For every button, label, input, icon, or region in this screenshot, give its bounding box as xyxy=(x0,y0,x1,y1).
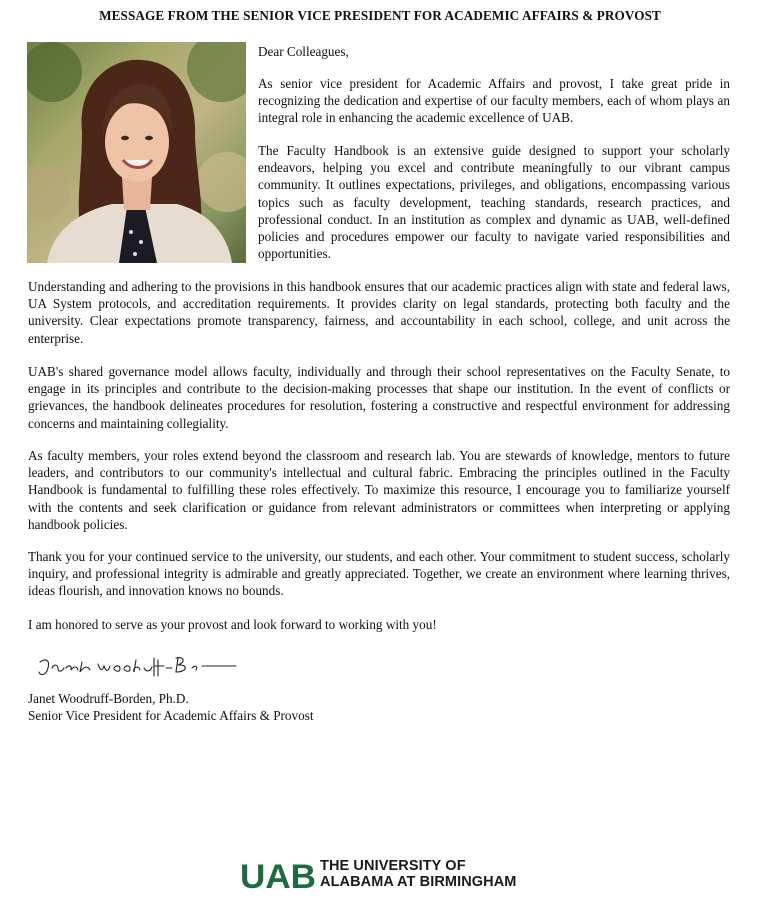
logo-line-1: THE UNIVERSITY OF xyxy=(320,858,466,874)
uab-logo xyxy=(240,858,540,894)
provost-portrait xyxy=(27,42,246,263)
logo-line-2: ALABAMA AT BIRMINGHAM xyxy=(320,873,517,890)
paragraph-3: Understanding and adhering to the provisions in this handbook ensures that our academic practices align with state and federal laws, UA System protocols, and accreditation requirements. It provides clarity on legal standards, protecting both faculty and the university. Clear expectations promote transparency, fairness, and accountability in each school, college, and unit across the enterprise. xyxy=(28,279,730,346)
paragraph-4: UAB's shared governance model allows faculty, individually and through their school representatives on the Faculty Senate, to engage in its principles and contribute to the decision-making processes that shape our institution. In the event of conflicts or grievances, the handbook delineates procedures for resolution, fostering a constructive and respectful environment for addressing concerns and maintaining collegiality. xyxy=(28,364,730,431)
paragraph-7: I am honored to serve as your provost and look forward to working with you! xyxy=(28,617,437,632)
signature-block xyxy=(28,690,314,724)
paragraph-6: Thank you for your continued service to the university, our students, and each other. Your commitment to student success, scholarly inquiry, and professional integrity is admirable and greatly appreciated. Together, we create an environment where learning thrives, ideas flourish, and innovation knows no bounds. xyxy=(28,549,730,599)
salutation: Dear Colleagues, xyxy=(258,44,349,59)
portrait-illustration xyxy=(27,42,246,263)
paragraph-1: As senior vice president for Academic Affairs and provost, I take great pride in recognizing the dedication and expertise of our faculty members, each of whom plays an integral role in enhancing the academic excellence of UAB. xyxy=(258,76,730,126)
signatory-name: Janet Woodruff-Borden, Ph.D. xyxy=(28,691,189,706)
uab-mark-text: UAB xyxy=(240,860,316,890)
uab-logo-wordmark xyxy=(320,859,516,890)
paragraph-5: As faculty members, your roles extend beyond the classroom and research lab. You are stewards of knowledge, mentors to future leaders, and contributors to our community's intellectual and cultural fabric. Embracing the principles outlined in the Faculty Handbook is fundamental to fulfilling these roles effectively. To maximize this resource, I encourage you to familiarize yourself with the contents and seek clarification or guidance from relevant administrators or committees when interpreting or applying handbook policies. xyxy=(28,448,730,532)
handwritten-signature xyxy=(36,654,241,682)
paragraph-2: The Faculty Handbook is an extensive guide designed to support your scholarly endeavors, helping you excel and contribute meaningfully to our vibrant campus community. It outlines expectations, privileges, and obligations, encompassing various topics such as faculty development, teaching standards, research practices, and professional conduct. In an institution as complex and dynamic as UAB, well-defined policies and procedures empower our faculty to navigate varied responsibilities and opportunities. xyxy=(258,143,730,262)
signatory-position: Senior Vice President for Academic Affairs & Provost xyxy=(28,708,314,724)
page-title: MESSAGE FROM THE SENIOR VICE PRESIDENT FOR ACADEMIC AFFAIRS & PROVOST xyxy=(99,8,661,23)
uab-logo-mark xyxy=(240,860,316,890)
